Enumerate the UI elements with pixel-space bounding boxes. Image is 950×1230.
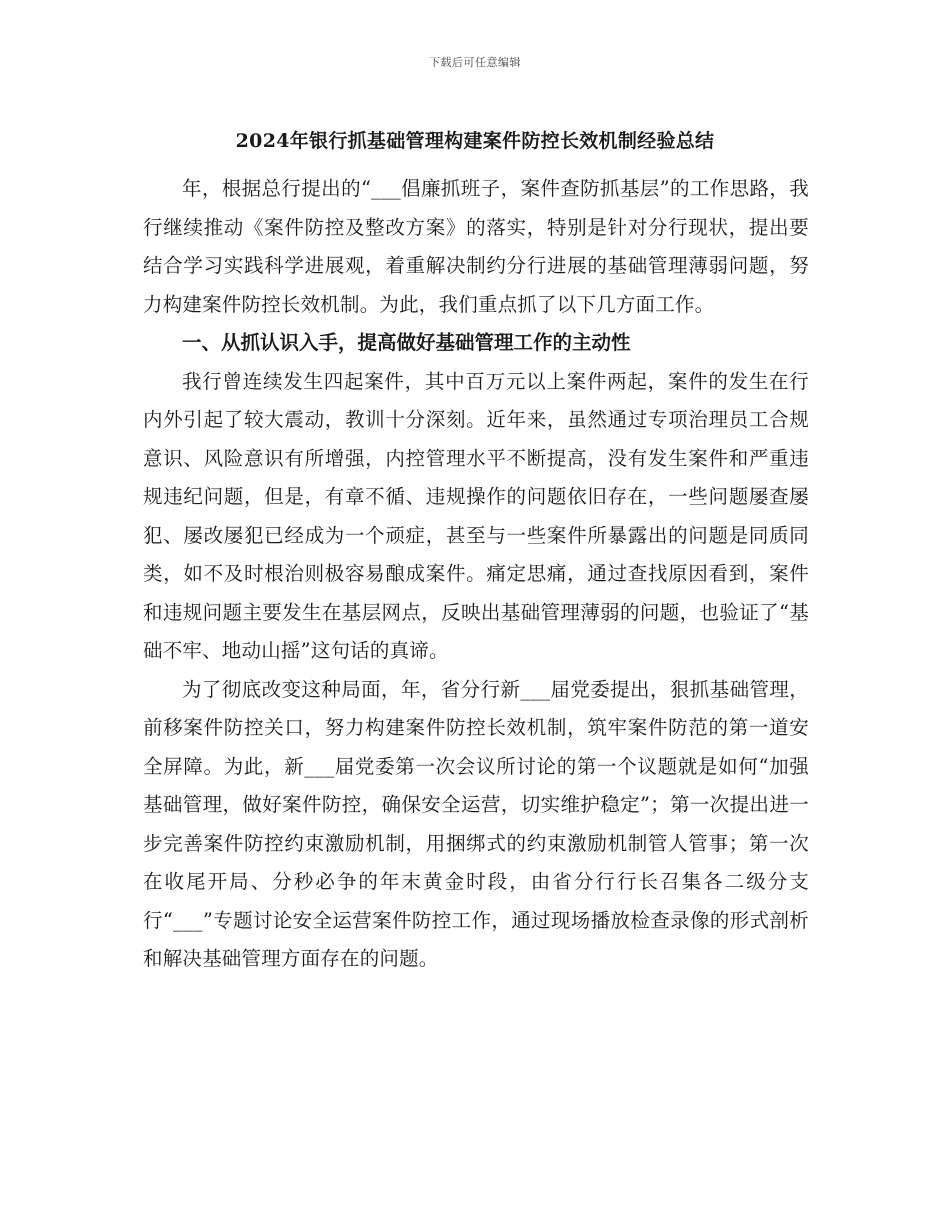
paragraph-intro: 年，根据总行提出的“___倡廉抓班子，案件查防抓基层”的工作思路，我行继续推动《案件防控及整改方案》的落实，特别是针对分行现状，提出要结合学习实践科学进展观，着重解决制约分行进展的基础管理薄弱问题，努力构建案件防控长效机制。为此，我们重点抓了以下几方面工作。 xyxy=(143,177,809,316)
header-note: 下载后可任意编辑 xyxy=(429,56,521,69)
paragraph-measures: 为了彻底改变这种局面，年，省分行新___届党委提出，狠抓基础管理，前移案件防控关口，努力构建案件防控长效机制，筑牢案件防范的第一道安全屏障。为此，新___届党委第一次会议所讨论的第一个议题就是如何“加强基础管理，做好案件防控，确保安全运营，切实维护稳定”；第一次提出进一步完善案件防控约束激励机制，用捆绑式的约束激励机制管人管事；第一次在收尾开局、分秒必争的年末黄金时段，由省分行行长召集各二级分支行“___”专题讨论安全运营案件防控工作，通过现场播放检查录像的形式剖析和解决基础管理方面存在的问题。 xyxy=(143,677,809,970)
paragraph-background: 我行曾连续发生四起案件，其中百万元以上案件两起，案件的发生在行内外引起了较大震动，教训十分深刻。近年来，虽然通过专项治理员工合规意识、风险意识有所增强，内控管理水平不断提高，没有发生案件和严重违规违纪问题，但是，有章不循、违规操作的问题依旧存在，一些问题屡查屡犯、屡改屡犯已经成为一个顽症，甚至与一些案件所暴露出的问题是同质同类，如不及时根治则极容易酿成案件。痛定思痛，通过查找原因看到，案件和违规问题主要发生在基层网点，反映出基础管理薄弱的问题，也验证了“基础不牢、地动山摇”这句话的真谛。 xyxy=(143,369,809,662)
section-heading-1: 一、从抓认识入手，提高做好基础管理工作的主动性 xyxy=(182,331,631,354)
document-body xyxy=(143,170,809,979)
document-title: 2024年银行抓基础管理构建案件防控长效机制经验总结 xyxy=(235,130,715,152)
